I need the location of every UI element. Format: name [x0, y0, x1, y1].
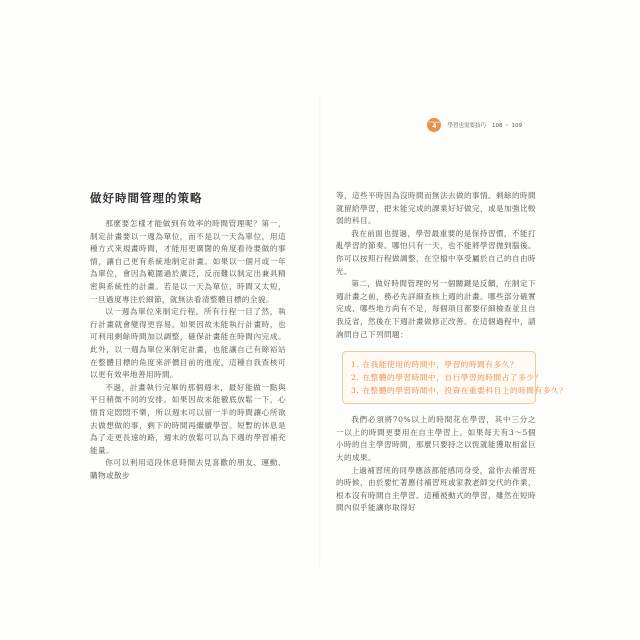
paragraph: 我在前面也提過，學習最重要的是保持習慣，不能打亂學習的節奏。哪怕只有一天，也不能將學習拋到腦後。你可以按照行程做調整，在空檔中享受屬於自己的自由時光。 [336, 228, 536, 276]
paragraph: 那麼要怎樣才能做到有效率的時間管理呢？第一，制定計畫要以一週為單位，而不是以一天為單位，用這種方式來規畫時間，才能用更廣闊的角度看待要做的事情，讓自己更有系統地制定計畫。如果以一個月或一年為單位，會因為範圍過於廣泛，反而難以制定出兼具精密與系統性的計畫。若是以一天為單位，時間又太短，一旦過度專注於細節，就無法看清整體目標的全貌。 [90, 219, 286, 304]
paragraph: 你可以利用這段休息時間去見喜歡的朋友、運動、購物或散步 [90, 458, 286, 480]
right-page-body [336, 190, 568, 515]
question-item: 2. 在整體的學習時間中，自行學習的時間占了多少？ [351, 373, 543, 383]
paragraph: 等，這些平時因為沒時間而無法去做的事情。剩餘的時間就留給學習，把未能完成的課業好好做完，或是加強比較弱的科目。 [336, 191, 536, 226]
section-heading: 做好時間管理的策略 [90, 191, 203, 205]
chapter-word: Chapter [428, 119, 441, 124]
paragraph: 不過，計畫執行完畢的那個週末，最好能做一點與平日稍微不同的安排。如果因故未能徹底放鬆一下，心情肯定悶悶不樂，所以週末可以留一半的時間讓心所欲去做想做的事，剩下的時間再繼續學習。短暫的休息是為了走更長遠的路，週末的放鬆可以為下週的學習補充能量。 [90, 382, 286, 455]
question-item: 1. 在我能使用的時間中，學習的時間有多久？ [351, 360, 519, 370]
paragraph: 我們必須將70%以上的時間花在學習，其中三分之一以上的時間更要用在自主學習上。如果每天有3～5個小時的自主學習時間，那麼只要持之以恆就能獲取相當巨大的成果。 [336, 415, 536, 462]
question-list [342, 351, 568, 404]
paragraph: 上過補習班的同學應該都能感同身受，當你去補習班的時候，由於要忙著應付補習班或家教老師交代的作業，根本沒有時間自主學習。這種被動式的學習，雖然在短時間內似乎能讓你取得好 [336, 465, 536, 513]
page-gutter [319, 96, 321, 566]
running-header [427, 118, 522, 132]
chapter-number: 4 [432, 122, 437, 130]
paragraph: 以一週為單位來制定行程，所有行程一目了然，執行計畫就會變得更容易。如果因故未能執行計畫時，也可利用剩餘時間加以調整，確保計畫能在時間內完成。此外，以一週為單位來制定計畫，也能讓自己有餘裕站在整體目標的角度來評價目前的進度，這種自我查核可以更有效率地善用時間。 [90, 307, 286, 380]
question-item: 3. 在整體的學習時間中，投資在重要科目上的時間有多久？ [351, 386, 568, 396]
page-numbers: 108 ・ 109 [492, 123, 522, 129]
running-title: 學習也需要技巧 [447, 123, 486, 129]
chapter-badge [427, 118, 441, 132]
left-page-body [90, 218, 286, 482]
paragraph: 第二，做好時間管理的另一個關鍵是反饋，在制定下週計畫之前，務必先詳細查核上週的計畫。哪些部分確實完成、哪些地方尚有不足，每個項目都要仔細檢查並且自我反省，然後在下週計畫做修正改善。在這個過程中，請詢問自己下列問題： [336, 279, 536, 339]
